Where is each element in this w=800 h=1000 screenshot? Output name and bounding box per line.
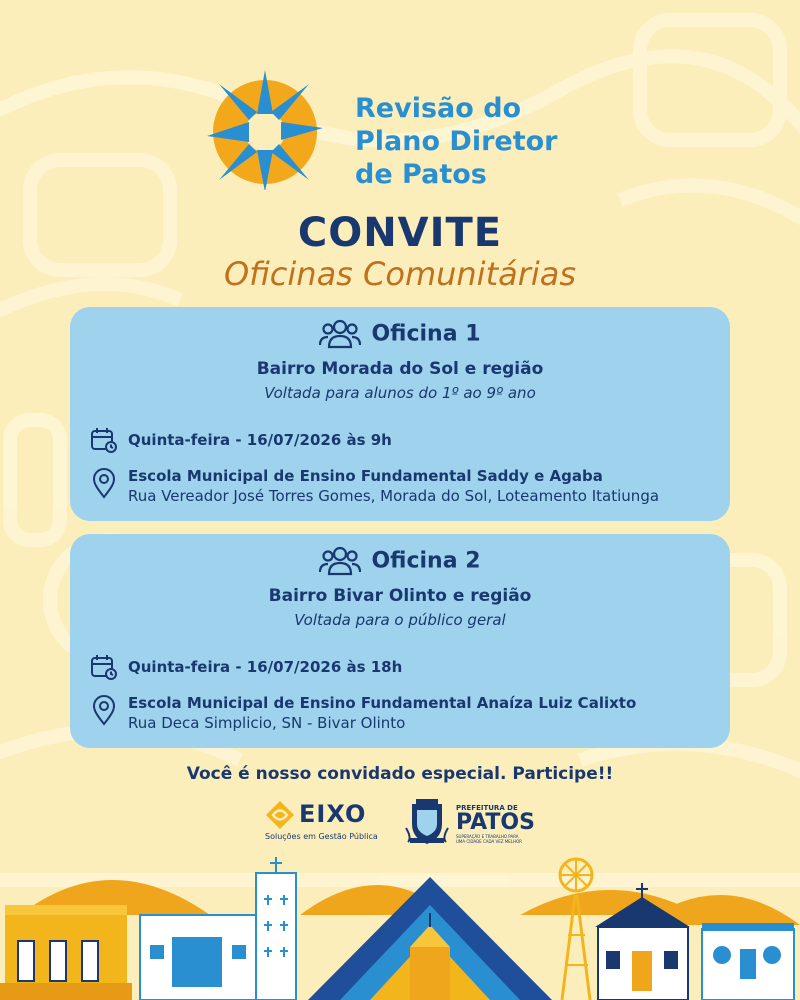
white-church	[140, 857, 296, 1000]
eixo-logo-icon	[265, 800, 295, 830]
map-pin-icon	[90, 467, 118, 499]
workshop-title: Oficina 2	[371, 548, 481, 574]
eixo-name: EIXO	[299, 800, 367, 828]
closing-message: Você é nosso convidado especial. Participe!!	[186, 764, 614, 784]
workshop-audience: Voltada para o público geral	[294, 611, 506, 629]
patos-logo	[404, 798, 554, 848]
workshop-card-2	[70, 534, 730, 748]
workshop-card-1	[70, 307, 730, 521]
workshop-title-row	[70, 546, 730, 576]
plan-logo-text	[355, 92, 558, 191]
workshop-neighborhood: Bairro Morada do Sol e região	[256, 359, 544, 379]
logo-line-1: Revisão do	[355, 93, 522, 124]
workshop-title-row	[70, 319, 730, 349]
calendar-icon	[90, 425, 118, 457]
workshop-title: Oficina 1	[371, 321, 481, 347]
eixo-logo	[265, 800, 395, 845]
workshop-address: Rua Vereador José Torres Gomes, Morada do Sol, Loteamento Itatiunga	[128, 487, 660, 505]
patos-tagline: SUPERAÇÃO E TRABALHO PARA UMA CIDADE CADA VEZ MELHOR	[456, 834, 522, 844]
people-group-icon	[319, 546, 361, 576]
patos-prefix: PREFEITURA DE	[456, 804, 518, 812]
sun-logo-icon	[205, 70, 325, 190]
yellow-building	[0, 905, 132, 1000]
workshop-datetime: Quinta-feira - 16/07/2026 às 9h	[128, 431, 392, 449]
plan-logo	[205, 70, 605, 210]
workshop-neighborhood: Bairro Bivar Olinto e região	[268, 586, 532, 606]
workshop-address: Rua Deca Simplicio, SN - Bivar Olinto	[128, 714, 406, 732]
calendar-icon	[90, 652, 118, 684]
city-skyline-illustration	[0, 855, 800, 1000]
map-pin-icon	[90, 694, 118, 726]
eixo-tagline: Soluções em Gestão Pública	[265, 832, 378, 841]
workshop-venue: Escola Municipal de Ensino Fundamental Anaíza Luiz Calixto	[128, 694, 637, 712]
patos-crest-icon	[404, 798, 450, 846]
people-group-icon	[319, 319, 361, 349]
workshop-audience: Voltada para alunos do 1º ao 9º ano	[264, 384, 536, 402]
invite-title: CONVITE	[297, 210, 503, 256]
workshop-datetime: Quinta-feira - 16/07/2026 às 18h	[128, 658, 403, 676]
windmill	[560, 859, 592, 1000]
logo-line-3: de Patos	[355, 159, 487, 190]
invite-subtitle: Oficinas Comunitárias	[223, 255, 577, 293]
patos-name: PATOS	[456, 810, 535, 835]
logo-line-2: Plano Diretor	[355, 126, 558, 157]
white-building	[702, 923, 794, 1000]
workshop-venue: Escola Municipal de Ensino Fundamental Saddy e Agaba	[128, 467, 603, 485]
